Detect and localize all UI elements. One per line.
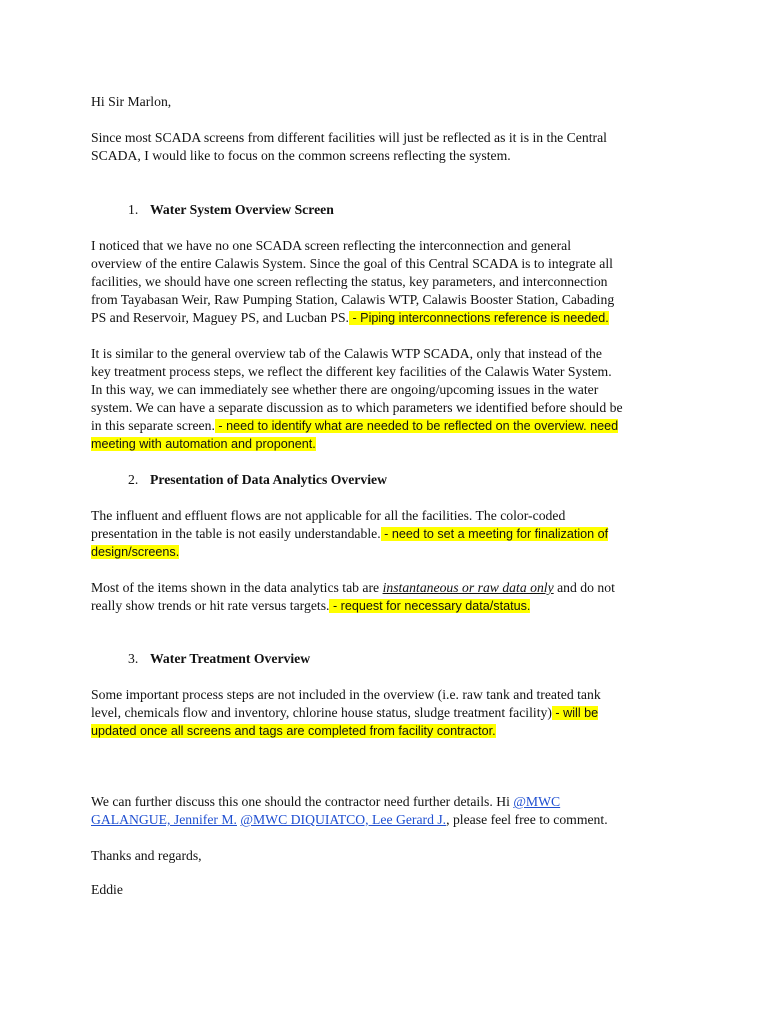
section-3-para-1-line-3 bbox=[91, 722, 496, 740]
section-3-heading bbox=[128, 650, 310, 668]
highlighted-note: - need to set a meeting for finalization of bbox=[380, 527, 609, 541]
mention-link-galangue[interactable]: @MWC bbox=[513, 794, 561, 809]
section-1-para-2-line-6 bbox=[91, 435, 316, 453]
section-3-para-1-line-2 bbox=[91, 704, 598, 722]
section-2-para-2-text-end: and do not bbox=[553, 580, 615, 595]
section-3-title: Water Treatment Overview bbox=[150, 651, 311, 666]
signature-name: Eddie bbox=[91, 882, 123, 897]
closing-line-1 bbox=[91, 793, 560, 811]
highlighted-note: - Piping interconnections reference is needed. bbox=[348, 311, 609, 325]
highlighted-note: - need to identify what are needed to be reflected on the overview. need bbox=[214, 419, 619, 433]
section-2-para-1-line-1: The influent and effluent flows are not applicable for all the facilities. The color-coded bbox=[91, 508, 566, 523]
highlighted-note: meeting with automation and proponent. bbox=[91, 437, 316, 451]
section-1-para-2-line-4: system. We can have a separate discussion as to which parameters we identified before should be bbox=[91, 400, 623, 415]
greeting: Hi Sir Marlon, bbox=[91, 94, 172, 109]
highlighted-note: - request for necessary data/status. bbox=[329, 599, 531, 613]
section-1-para-1-line-1: I noticed that we have no one SCADA screen reflecting the interconnection and general bbox=[91, 238, 572, 253]
closing-text: We can further discuss this one should the contractor need further details. Hi bbox=[91, 794, 514, 809]
section-3-number: 3. bbox=[128, 651, 139, 666]
section-2-para-1-line-3 bbox=[91, 543, 179, 561]
section-1-para-1-line-5 bbox=[91, 309, 609, 327]
section-2-number: 2. bbox=[128, 472, 139, 487]
sign-off: Thanks and regards, bbox=[91, 848, 202, 863]
intro-line-2: SCADA, I would like to focus on the common screens reflecting the system. bbox=[91, 148, 511, 163]
section-1-para-2-text: in this separate screen. bbox=[91, 418, 215, 433]
highlighted-note: updated once all screens and tags are completed from facility contractor. bbox=[91, 724, 496, 738]
section-1-number: 1. bbox=[128, 202, 139, 217]
section-1-title: Water System Overview Screen bbox=[150, 202, 334, 217]
section-3-para-1-text: level, chemicals flow and inventory, chlorine house status, sludge treatment facility) bbox=[91, 705, 552, 720]
section-2-para-2-text-2: really show trends or hit rate versus targets. bbox=[91, 598, 330, 613]
section-1-para-2-line-5 bbox=[91, 417, 618, 435]
section-1-para-2-line-3: In this way, we can immediately see whether there are ongoing/upcoming issues in the water bbox=[91, 382, 599, 397]
section-1-para-1-text: PS and Reservoir, Maguey PS, and Lucban PS. bbox=[91, 310, 349, 325]
section-3-para-1-line-1: Some important process steps are not included in the overview (i.e. raw tank and treated tank bbox=[91, 687, 601, 702]
section-2-para-2-line-1 bbox=[91, 579, 615, 597]
section-1-para-1-line-4: from Tayabasan Weir, Raw Pumping Station, Calawis WTP, Calawis Booster Station, Cabading bbox=[91, 292, 615, 307]
mention-link-diquiatco[interactable]: @MWC DIQUIATCO, Lee Gerard J. bbox=[240, 812, 447, 827]
section-1-para-1-line-3: facilities, we should have one screen reflecting the status, key parameters, and interconnection bbox=[91, 274, 608, 289]
section-1-heading bbox=[128, 201, 334, 219]
section-1-para-1-line-2: overview of the entire Calawis System. Since the goal of this Central SCADA is to integrate all bbox=[91, 256, 613, 271]
mention-link-galangue-name[interactable]: GALANGUE, Jennifer M. bbox=[91, 812, 237, 827]
section-2-para-1-text: presentation in the table is not easily understandable. bbox=[91, 526, 381, 541]
highlighted-note: - will be bbox=[551, 706, 599, 720]
section-2-title: Presentation of Data Analytics Overview bbox=[150, 472, 387, 487]
emphasized-text: instantaneous or raw data only bbox=[382, 580, 554, 595]
intro-line-1: Since most SCADA screens from different facilities will just be reflected as it is in the Central bbox=[91, 130, 607, 145]
section-2-heading bbox=[128, 471, 387, 489]
section-2-para-2-text: Most of the items shown in the data analytics tab are bbox=[91, 580, 383, 595]
section-1-para-2-line-2: key treatment process steps, we reflect the different key facilities of the Calawis Water System. bbox=[91, 364, 612, 379]
closing-line-2 bbox=[91, 811, 608, 829]
closing-text-end: , please feel free to comment. bbox=[446, 812, 608, 827]
section-2-para-2-line-2 bbox=[91, 597, 530, 615]
highlighted-note: design/screens. bbox=[91, 545, 180, 559]
section-2-para-1-line-2 bbox=[91, 525, 608, 543]
section-1-para-2-line-1: It is similar to the general overview tab of the Calawis WTP SCADA, only that instead of the bbox=[91, 346, 602, 361]
